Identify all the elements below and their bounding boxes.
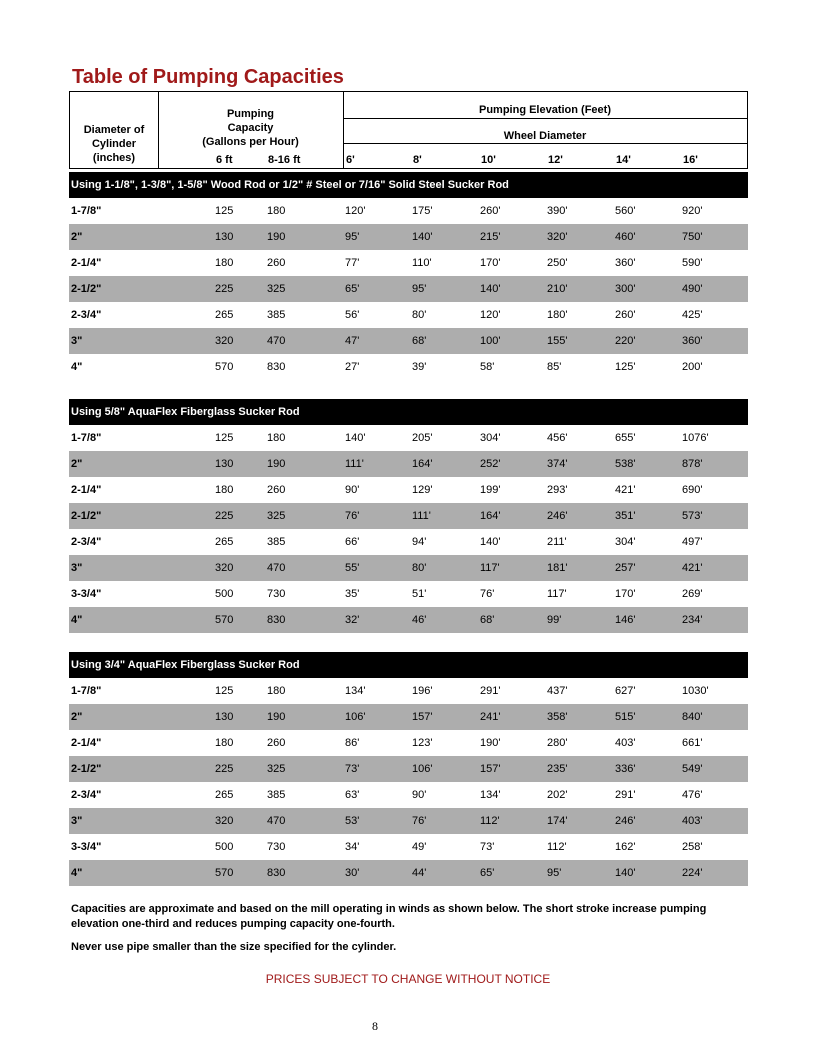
cell-elev-8: 94' bbox=[412, 536, 427, 548]
cell-elev-14: 360' bbox=[615, 257, 636, 269]
cell-elev-12: 180' bbox=[547, 309, 568, 321]
cell-diameter: 2" bbox=[71, 711, 83, 723]
cell-elev-16: 878' bbox=[682, 458, 703, 470]
cell-capacity-8-16ft: 190 bbox=[267, 458, 286, 470]
header-divider bbox=[343, 143, 747, 144]
cell-diameter: 1-7/8" bbox=[71, 205, 102, 217]
cell-elev-8: 39' bbox=[412, 361, 427, 373]
cell-elev-12: 235' bbox=[547, 763, 568, 775]
table-row bbox=[69, 477, 748, 503]
cell-elev-16: 200' bbox=[682, 361, 703, 373]
cell-elev-12: 155' bbox=[547, 335, 568, 347]
cell-elev-8: 46' bbox=[412, 614, 427, 626]
cell-elev-10: 117' bbox=[480, 562, 500, 574]
cell-elev-14: 403' bbox=[615, 737, 636, 749]
cell-elev-10: 73' bbox=[480, 841, 495, 853]
cell-capacity-6ft: 130 bbox=[215, 231, 234, 243]
cell-elev-6: 90' bbox=[345, 484, 360, 496]
cell-capacity-6ft: 320 bbox=[215, 815, 234, 827]
cell-elev-14: 515' bbox=[615, 711, 636, 723]
cell-diameter: 1-7/8" bbox=[71, 685, 102, 697]
cell-elev-8: 205' bbox=[412, 432, 433, 444]
price-notice: PRICES SUBJECT TO CHANGE WITHOUT NOTICE bbox=[265, 972, 551, 986]
cell-elev-6: 32' bbox=[345, 614, 360, 626]
cell-diameter: 2-1/4" bbox=[71, 737, 102, 749]
cell-elev-12: 437' bbox=[547, 685, 568, 697]
cell-diameter: 3-3/4" bbox=[71, 588, 102, 600]
cell-elev-14: 336' bbox=[615, 763, 636, 775]
cell-elev-16: 573' bbox=[682, 510, 703, 522]
cell-capacity-8-16ft: 470 bbox=[267, 562, 286, 574]
cell-capacity-8-16ft: 325 bbox=[267, 283, 286, 295]
table-row bbox=[69, 834, 748, 860]
cell-elev-16: 1030' bbox=[682, 685, 709, 697]
cell-elev-16: 490' bbox=[682, 283, 703, 295]
table-row bbox=[69, 860, 748, 886]
cell-capacity-6ft: 225 bbox=[215, 763, 234, 775]
cell-capacity-8-16ft: 190 bbox=[267, 231, 286, 243]
wheel-diameter-header: Wheel Diameter bbox=[503, 130, 587, 142]
cell-elev-6: 27' bbox=[345, 361, 360, 373]
cell-elev-12: 456' bbox=[547, 432, 568, 444]
cell-elev-10: 140' bbox=[480, 536, 501, 548]
cell-elev-8: 175' bbox=[412, 205, 433, 217]
cell-elev-6: 30' bbox=[345, 867, 360, 879]
page-title: Table of Pumping Capacities bbox=[72, 66, 344, 88]
diameter-header bbox=[70, 123, 158, 165]
pumping-label-line-1: Pumping bbox=[226, 108, 275, 120]
cell-elev-12: 95' bbox=[547, 867, 562, 879]
cell-elev-14: 291' bbox=[615, 789, 636, 801]
cell-capacity-6ft: 225 bbox=[215, 510, 234, 522]
cell-elev-14: 655' bbox=[615, 432, 636, 444]
cell-elev-8: 90' bbox=[412, 789, 427, 801]
cell-elev-12: 181' bbox=[547, 562, 568, 574]
cell-elev-16: 258' bbox=[682, 841, 703, 853]
cell-elev-16: 590' bbox=[682, 257, 703, 269]
cell-capacity-6ft: 265 bbox=[215, 309, 234, 321]
cell-elev-6: 140' bbox=[345, 432, 366, 444]
cell-elev-14: 146' bbox=[615, 614, 636, 626]
cell-elev-14: 538' bbox=[615, 458, 636, 470]
cell-diameter: 2-1/2" bbox=[71, 763, 102, 775]
cell-capacity-8-16ft: 180 bbox=[267, 205, 286, 217]
cell-elev-16: 549' bbox=[682, 763, 703, 775]
cell-elev-14: 560' bbox=[615, 205, 636, 217]
cell-elev-10: 199' bbox=[480, 484, 501, 496]
cell-elev-8: 106' bbox=[412, 763, 433, 775]
table-row bbox=[69, 198, 748, 224]
cell-elev-8: 76' bbox=[412, 815, 427, 827]
cell-elev-10: 76' bbox=[480, 588, 495, 600]
table-row bbox=[69, 328, 748, 354]
cell-elev-10: 190' bbox=[480, 737, 501, 749]
cell-capacity-8-16ft: 385 bbox=[267, 536, 286, 548]
wheel-col-12: 12' bbox=[548, 154, 563, 166]
table-row bbox=[69, 276, 748, 302]
cell-diameter: 3-3/4" bbox=[71, 841, 102, 853]
cell-elev-12: 211' bbox=[547, 536, 567, 548]
cell-elev-10: 65' bbox=[480, 867, 495, 879]
cell-capacity-8-16ft: 260 bbox=[267, 257, 286, 269]
cell-capacity-8-16ft: 260 bbox=[267, 737, 286, 749]
cell-elev-8: 111' bbox=[412, 510, 431, 522]
table-header bbox=[69, 91, 748, 169]
pumping-capacity-header bbox=[158, 107, 343, 149]
cell-elev-14: 170' bbox=[615, 588, 636, 600]
cell-elev-8: 123' bbox=[412, 737, 433, 749]
table-row bbox=[69, 730, 748, 756]
cell-elev-6: 95' bbox=[345, 231, 360, 243]
cell-elev-16: 750' bbox=[682, 231, 703, 243]
cell-elev-14: 125' bbox=[615, 361, 636, 373]
cell-elev-16: 840' bbox=[682, 711, 703, 723]
cell-capacity-6ft: 570 bbox=[215, 361, 234, 373]
cell-elev-10: 68' bbox=[480, 614, 495, 626]
cell-elev-8: 164' bbox=[412, 458, 433, 470]
header-divider bbox=[343, 118, 747, 119]
cell-elev-10: 134' bbox=[480, 789, 501, 801]
cell-elev-16: 690' bbox=[682, 484, 703, 496]
cell-capacity-6ft: 225 bbox=[215, 283, 234, 295]
cell-elev-10: 112' bbox=[480, 815, 500, 827]
cell-elev-12: 202' bbox=[547, 789, 568, 801]
cell-elev-6: 34' bbox=[345, 841, 360, 853]
cell-capacity-6ft: 500 bbox=[215, 841, 234, 853]
cell-elev-6: 134' bbox=[345, 685, 366, 697]
cell-elev-8: 196' bbox=[412, 685, 433, 697]
cell-diameter: 2" bbox=[71, 458, 83, 470]
cell-diameter: 3" bbox=[71, 562, 83, 574]
cell-elev-8: 110' bbox=[412, 257, 432, 269]
cell-capacity-6ft: 130 bbox=[215, 458, 234, 470]
table-row bbox=[69, 704, 748, 730]
table-row bbox=[69, 250, 748, 276]
cell-elev-6: 120' bbox=[345, 205, 366, 217]
cell-capacity-8-16ft: 190 bbox=[267, 711, 286, 723]
table-row bbox=[69, 224, 748, 250]
capacity-col-8-16ft: 8-16 ft bbox=[268, 154, 301, 166]
cell-diameter: 2-3/4" bbox=[71, 789, 102, 801]
cell-elev-12: 210' bbox=[547, 283, 568, 295]
cell-elev-10: 304' bbox=[480, 432, 501, 444]
cell-capacity-8-16ft: 830 bbox=[267, 867, 286, 879]
cell-diameter: 4" bbox=[71, 361, 83, 373]
cell-diameter: 2-1/4" bbox=[71, 257, 102, 269]
cell-elev-14: 162' bbox=[615, 841, 636, 853]
cell-diameter: 4" bbox=[71, 867, 83, 879]
cell-elev-16: 920' bbox=[682, 205, 703, 217]
cell-elev-6: 73' bbox=[345, 763, 360, 775]
cell-elev-10: 120' bbox=[480, 309, 501, 321]
section-title-3-4-aquaflex: Using 3/4" AquaFlex Fiberglass Sucker Rod bbox=[69, 652, 748, 678]
cell-elev-12: 374' bbox=[547, 458, 568, 470]
cell-elev-10: 291' bbox=[480, 685, 501, 697]
cell-elev-6: 111' bbox=[345, 458, 364, 470]
cell-capacity-6ft: 180 bbox=[215, 737, 234, 749]
cell-capacity-8-16ft: 325 bbox=[267, 763, 286, 775]
diameter-label-line-1: Diameter of bbox=[83, 124, 145, 136]
cell-diameter: 2-3/4" bbox=[71, 536, 102, 548]
cell-capacity-8-16ft: 470 bbox=[267, 815, 286, 827]
table-row bbox=[69, 678, 748, 704]
cell-capacity-6ft: 570 bbox=[215, 867, 234, 879]
cell-elev-16: 403' bbox=[682, 815, 703, 827]
pumping-elevation-header: Pumping Elevation (Feet) bbox=[478, 104, 611, 116]
table-row bbox=[69, 354, 748, 380]
cell-capacity-8-16ft: 180 bbox=[267, 685, 286, 697]
cell-elev-14: 246' bbox=[615, 815, 636, 827]
cell-capacity-6ft: 125 bbox=[215, 685, 234, 697]
cell-elev-10: 100' bbox=[480, 335, 501, 347]
cell-elev-12: 250' bbox=[547, 257, 568, 269]
cell-elev-6: 55' bbox=[345, 562, 360, 574]
cell-elev-16: 269' bbox=[682, 588, 703, 600]
cell-capacity-8-16ft: 730 bbox=[267, 588, 286, 600]
cell-elev-10: 241' bbox=[480, 711, 501, 723]
cell-elev-6: 35' bbox=[345, 588, 360, 600]
cell-elev-6: 53' bbox=[345, 815, 360, 827]
pumping-label-line-2: Capacity bbox=[227, 122, 274, 134]
cell-elev-8: 157' bbox=[412, 711, 433, 723]
cell-capacity-6ft: 130 bbox=[215, 711, 234, 723]
wheel-col-8: 8' bbox=[413, 154, 422, 166]
cell-capacity-6ft: 500 bbox=[215, 588, 234, 600]
diameter-label-line-2: Cylinder bbox=[91, 138, 136, 150]
cell-elev-6: 76' bbox=[345, 510, 360, 522]
cell-elev-6: 66' bbox=[345, 536, 360, 548]
cell-capacity-8-16ft: 385 bbox=[267, 309, 286, 321]
cell-capacity-8-16ft: 180 bbox=[267, 432, 286, 444]
cell-capacity-8-16ft: 260 bbox=[267, 484, 286, 496]
cell-elev-6: 65' bbox=[345, 283, 360, 295]
cell-capacity-6ft: 180 bbox=[215, 257, 234, 269]
cell-elev-12: 293' bbox=[547, 484, 568, 496]
cell-elev-16: 661' bbox=[682, 737, 703, 749]
cell-elev-16: 425' bbox=[682, 309, 703, 321]
cell-elev-14: 300' bbox=[615, 283, 636, 295]
cell-elev-12: 117' bbox=[547, 588, 567, 600]
cell-elev-8: 49' bbox=[412, 841, 427, 853]
cell-elev-10: 140' bbox=[480, 283, 501, 295]
table-row bbox=[69, 451, 748, 477]
cell-elev-8: 80' bbox=[412, 309, 427, 321]
cell-elev-12: 174' bbox=[547, 815, 568, 827]
wheel-col-10: 10' bbox=[481, 154, 496, 166]
cell-capacity-6ft: 265 bbox=[215, 789, 234, 801]
cell-elev-14: 304' bbox=[615, 536, 636, 548]
cell-elev-16: 224' bbox=[682, 867, 703, 879]
cell-elev-16: 421' bbox=[682, 562, 703, 574]
table-row bbox=[69, 503, 748, 529]
cell-elev-6: 77' bbox=[345, 257, 360, 269]
cell-elev-10: 260' bbox=[480, 205, 501, 217]
diameter-label-line-3: (inches) bbox=[92, 152, 136, 164]
cell-elev-8: 44' bbox=[412, 867, 427, 879]
cell-elev-14: 220' bbox=[615, 335, 636, 347]
cell-elev-8: 129' bbox=[412, 484, 433, 496]
cell-elev-6: 56' bbox=[345, 309, 360, 321]
cell-elev-10: 58' bbox=[480, 361, 495, 373]
cell-elev-8: 95' bbox=[412, 283, 427, 295]
cell-elev-12: 280' bbox=[547, 737, 568, 749]
cell-elev-8: 68' bbox=[412, 335, 427, 347]
table-row bbox=[69, 808, 748, 834]
cell-elev-6: 63' bbox=[345, 789, 360, 801]
section-title-5-8-aquaflex: Using 5/8" AquaFlex Fiberglass Sucker Rod bbox=[69, 399, 748, 425]
page-number: 8 bbox=[372, 1019, 378, 1033]
table-row bbox=[69, 756, 748, 782]
cell-elev-8: 51' bbox=[412, 588, 427, 600]
capacity-col-6ft: 6 ft bbox=[216, 154, 233, 166]
cell-elev-12: 246' bbox=[547, 510, 568, 522]
cell-capacity-6ft: 125 bbox=[215, 205, 234, 217]
cell-elev-8: 140' bbox=[412, 231, 433, 243]
cell-elev-6: 86' bbox=[345, 737, 360, 749]
wheel-col-14: 14' bbox=[616, 154, 631, 166]
section-title-steel-rod: Using 1-1/8", 1-3/8", 1-5/8" Wood Rod or 1/2" # Steel or 7/16" Solid Steel Sucker Rod bbox=[69, 172, 748, 198]
cell-elev-16: 497' bbox=[682, 536, 703, 548]
cell-capacity-6ft: 265 bbox=[215, 536, 234, 548]
cell-elev-8: 80' bbox=[412, 562, 427, 574]
cell-elev-14: 260' bbox=[615, 309, 636, 321]
cell-elev-10: 157' bbox=[480, 763, 501, 775]
cell-diameter: 3" bbox=[71, 335, 83, 347]
cell-elev-12: 390' bbox=[547, 205, 568, 217]
pumping-label-line-3: (Gallons per Hour) bbox=[202, 136, 299, 148]
cell-capacity-8-16ft: 385 bbox=[267, 789, 286, 801]
cell-elev-14: 140' bbox=[615, 867, 636, 879]
table-row bbox=[69, 581, 748, 607]
cell-elev-10: 164' bbox=[480, 510, 501, 522]
table-row bbox=[69, 302, 748, 328]
wheel-col-16: 16' bbox=[683, 154, 698, 166]
table-row bbox=[69, 529, 748, 555]
cell-elev-10: 170' bbox=[480, 257, 501, 269]
cell-elev-14: 257' bbox=[615, 562, 636, 574]
cell-elev-16: 1076' bbox=[682, 432, 709, 444]
cell-elev-14: 627' bbox=[615, 685, 636, 697]
cell-elev-12: 99' bbox=[547, 614, 562, 626]
cell-capacity-6ft: 180 bbox=[215, 484, 234, 496]
cell-elev-10: 252' bbox=[480, 458, 501, 470]
cell-capacity-6ft: 125 bbox=[215, 432, 234, 444]
cell-capacity-8-16ft: 325 bbox=[267, 510, 286, 522]
cell-elev-12: 112' bbox=[547, 841, 567, 853]
cell-elev-14: 351' bbox=[615, 510, 636, 522]
cell-capacity-8-16ft: 830 bbox=[267, 361, 286, 373]
cell-capacity-6ft: 320 bbox=[215, 562, 234, 574]
cell-elev-16: 234' bbox=[682, 614, 703, 626]
cell-capacity-8-16ft: 470 bbox=[267, 335, 286, 347]
cell-capacity-6ft: 320 bbox=[215, 335, 234, 347]
cell-diameter: 1-7/8" bbox=[71, 432, 102, 444]
capacity-note: Capacities are approximate and based on the mill operating in winds as shown below. The short stroke increase pumping elevation one-third and reduces pumping capacity one-fourth. bbox=[71, 903, 707, 930]
cell-elev-12: 85' bbox=[547, 361, 562, 373]
cell-elev-12: 358' bbox=[547, 711, 568, 723]
table-row bbox=[69, 425, 748, 451]
cell-capacity-8-16ft: 730 bbox=[267, 841, 286, 853]
cell-diameter: 3" bbox=[71, 815, 83, 827]
cell-elev-16: 360' bbox=[682, 335, 703, 347]
cell-diameter: 2" bbox=[71, 231, 83, 243]
cell-diameter: 2-1/2" bbox=[71, 510, 102, 522]
wheel-col-6: 6' bbox=[346, 154, 355, 166]
pipe-size-note: Never use pipe smaller than the size specified for the cylinder. bbox=[71, 941, 397, 953]
table-row bbox=[69, 607, 748, 633]
cell-elev-14: 460' bbox=[615, 231, 636, 243]
cell-capacity-6ft: 570 bbox=[215, 614, 234, 626]
cell-elev-12: 320' bbox=[547, 231, 568, 243]
cell-diameter: 2-3/4" bbox=[71, 309, 102, 321]
table-row bbox=[69, 782, 748, 808]
cell-elev-6: 106' bbox=[345, 711, 366, 723]
table-row bbox=[69, 555, 748, 581]
cell-elev-6: 47' bbox=[345, 335, 360, 347]
cell-diameter: 4" bbox=[71, 614, 83, 626]
cell-elev-14: 421' bbox=[615, 484, 636, 496]
cell-elev-10: 215' bbox=[480, 231, 501, 243]
cell-diameter: 2-1/2" bbox=[71, 283, 102, 295]
cell-capacity-8-16ft: 830 bbox=[267, 614, 286, 626]
cell-elev-16: 476' bbox=[682, 789, 703, 801]
cell-diameter: 2-1/4" bbox=[71, 484, 102, 496]
